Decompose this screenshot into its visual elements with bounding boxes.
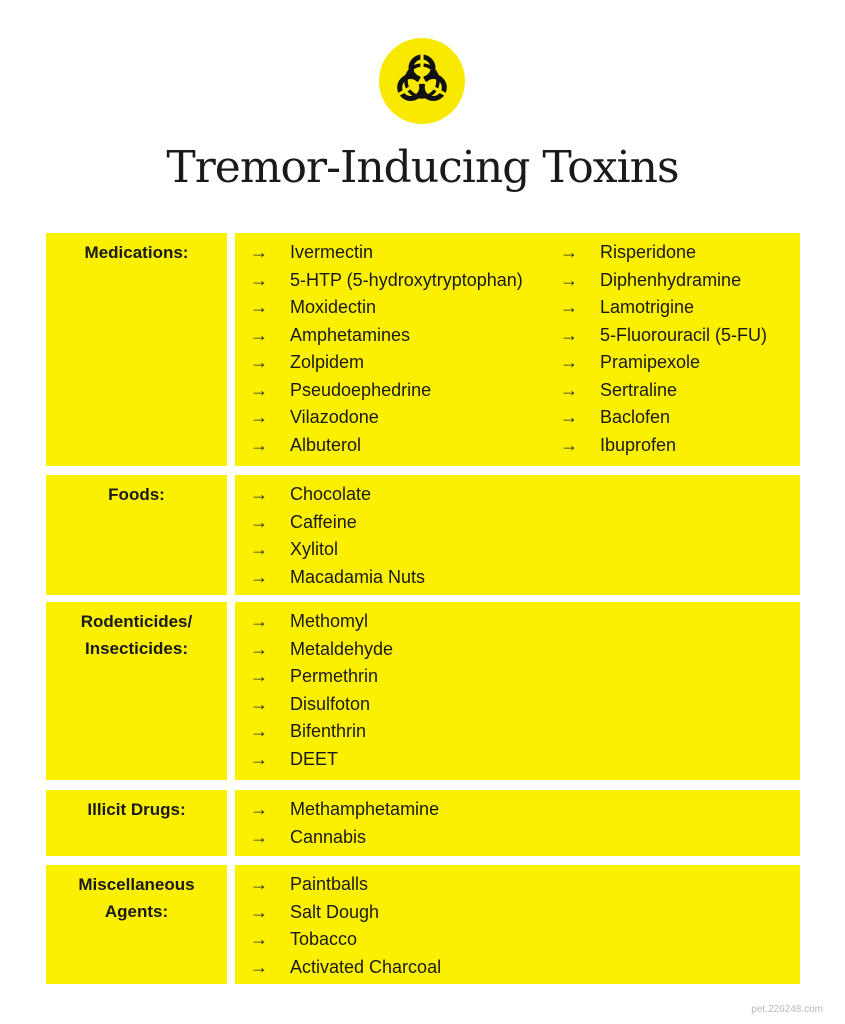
list-item xyxy=(250,636,393,664)
list-item xyxy=(250,608,393,636)
arrow-right-icon: → xyxy=(250,638,268,659)
arrow-right-icon: → xyxy=(250,297,268,317)
item-label: Disulfoton xyxy=(290,693,371,714)
list-item xyxy=(250,691,393,719)
item-label: Sertraline xyxy=(600,379,678,400)
category-row xyxy=(46,602,800,780)
arrow-right-icon: → xyxy=(250,434,268,455)
list-item xyxy=(560,267,767,295)
arrow-right-icon: → xyxy=(250,666,268,686)
category-row xyxy=(46,865,800,984)
arrow-right-icon: → xyxy=(250,721,268,741)
list-item xyxy=(250,824,439,852)
item-column xyxy=(250,239,523,459)
item-label: Pseudoephedrine xyxy=(290,379,432,400)
arrow-right-icon: → xyxy=(250,269,268,290)
item-label: Vilazodone xyxy=(290,407,379,427)
item-label: 5-HTP (5-hydroxytryptophan) xyxy=(290,269,523,290)
list-item xyxy=(250,718,393,746)
arrow-right-icon: → xyxy=(560,242,578,262)
list-item xyxy=(250,663,393,691)
list-item xyxy=(560,322,767,350)
item-label: Methamphetamine xyxy=(290,799,440,819)
list-item xyxy=(250,954,441,982)
arrow-right-icon: → xyxy=(250,748,268,769)
category-label: Rodenticides/ Insecticides: xyxy=(46,602,227,780)
item-label: DEET xyxy=(290,748,339,769)
item-label: Zolpidem xyxy=(290,352,365,372)
list-item xyxy=(560,294,767,322)
arrow-right-icon: → xyxy=(250,874,268,894)
arrow-right-icon: → xyxy=(560,269,578,290)
list-item xyxy=(250,267,523,295)
list-item xyxy=(250,536,425,564)
item-column xyxy=(250,608,393,773)
item-label: Risperidone xyxy=(600,242,697,262)
list-item xyxy=(250,926,441,954)
arrow-right-icon: → xyxy=(560,297,578,317)
category-label: Foods: xyxy=(46,475,227,595)
category-label: Miscellaneous Agents: xyxy=(46,865,227,984)
list-item xyxy=(250,481,425,509)
list-item xyxy=(250,377,523,405)
item-label: Metaldehyde xyxy=(290,638,394,659)
item-label: 5-Fluorouracil (5-FU) xyxy=(600,324,768,345)
item-label: Activated Charcoal xyxy=(290,956,442,977)
item-label: Pramipexole xyxy=(600,352,701,372)
item-label: Methomyl xyxy=(290,611,369,631)
list-item xyxy=(250,404,523,432)
list-item xyxy=(560,377,767,405)
category-items xyxy=(235,790,800,856)
category-row xyxy=(46,233,800,466)
item-label: Lamotrigine xyxy=(600,297,695,317)
arrow-right-icon: → xyxy=(250,484,268,504)
arrow-right-icon: → xyxy=(250,242,268,262)
item-label: Macadamia Nuts xyxy=(290,566,426,587)
item-label: Paintballs xyxy=(290,874,369,894)
arrow-right-icon: → xyxy=(250,539,268,559)
page-title: Tremor-Inducing Toxins xyxy=(166,142,679,193)
list-item xyxy=(250,899,441,927)
item-label: Caffeine xyxy=(290,511,357,532)
list-item xyxy=(250,239,523,267)
list-item xyxy=(250,294,523,322)
item-label: Ibuprofen xyxy=(600,434,677,455)
item-label: Albuterol xyxy=(290,434,362,455)
item-label: Ivermectin xyxy=(290,242,374,262)
category-label: Medications: xyxy=(46,233,227,466)
arrow-right-icon: → xyxy=(250,901,268,922)
list-item xyxy=(250,871,441,899)
category-items xyxy=(235,233,800,466)
item-label: Permethrin xyxy=(290,666,379,686)
list-item xyxy=(250,322,523,350)
arrow-right-icon: → xyxy=(250,511,268,532)
category-items xyxy=(235,475,800,595)
item-label: Tobacco xyxy=(290,929,358,949)
item-label: Bifenthrin xyxy=(290,721,367,741)
item-label: Salt Dough xyxy=(290,901,380,922)
list-item xyxy=(560,432,767,460)
list-item xyxy=(250,564,425,592)
arrow-right-icon: → xyxy=(250,929,268,949)
category-items xyxy=(235,865,800,984)
list-item xyxy=(250,746,393,774)
item-label: Chocolate xyxy=(290,484,372,504)
arrow-right-icon: → xyxy=(250,956,268,977)
list-item xyxy=(560,404,767,432)
list-item xyxy=(250,509,425,537)
list-item xyxy=(250,349,523,377)
arrow-right-icon: → xyxy=(250,379,268,400)
category-items xyxy=(235,602,800,780)
arrow-right-icon: → xyxy=(250,324,268,345)
biohazard-icon xyxy=(390,49,454,113)
item-label: Diphenhydramine xyxy=(600,269,742,290)
list-item xyxy=(250,432,523,460)
item-label: Moxidectin xyxy=(290,297,377,317)
item-column xyxy=(250,481,425,591)
item-label: Xylitol xyxy=(290,539,339,559)
item-column xyxy=(250,871,441,981)
item-label: Cannabis xyxy=(290,826,367,847)
category-label: Illicit Drugs: xyxy=(46,790,227,856)
list-item xyxy=(560,239,767,267)
arrow-right-icon: → xyxy=(250,407,268,427)
arrow-right-icon: → xyxy=(560,324,578,345)
arrow-right-icon: → xyxy=(560,379,578,400)
watermark: pet.226248.com xyxy=(751,1004,823,1015)
arrow-right-icon: → xyxy=(560,407,578,427)
item-column xyxy=(560,239,767,459)
arrow-right-icon: → xyxy=(250,611,268,631)
biohazard-badge xyxy=(379,38,465,124)
arrow-right-icon: → xyxy=(560,352,578,372)
item-label: Amphetamines xyxy=(290,324,411,345)
arrow-right-icon: → xyxy=(250,693,268,714)
arrow-right-icon: → xyxy=(250,799,268,819)
item-label: Baclofen xyxy=(600,407,671,427)
list-item xyxy=(250,796,439,824)
arrow-right-icon: → xyxy=(560,434,578,455)
item-column xyxy=(250,796,439,851)
arrow-right-icon: → xyxy=(250,826,268,847)
arrow-right-icon: → xyxy=(250,566,268,587)
category-row xyxy=(46,790,800,856)
list-item xyxy=(560,349,767,377)
category-row xyxy=(46,475,800,595)
arrow-right-icon: → xyxy=(250,352,268,372)
